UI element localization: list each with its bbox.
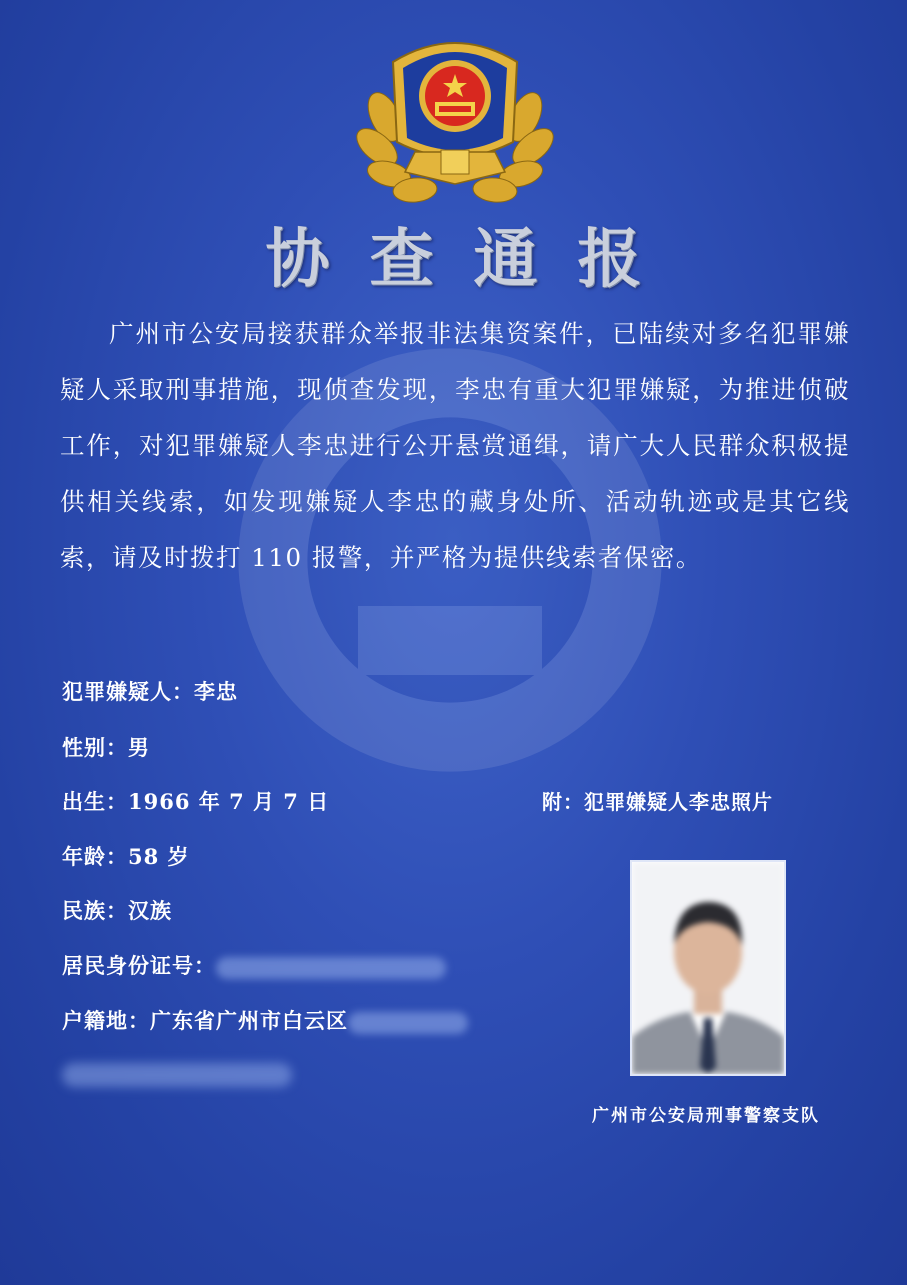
suspect-id-label: 居民身份证号： [62,953,216,978]
redacted-id-number [216,957,446,979]
redacted-address [348,1012,468,1034]
police-badge-icon [355,22,555,207]
suspect-id-row [62,950,446,980]
suspect-hukou-row [62,1005,468,1035]
suspect-gender: 性别：男 [62,735,150,760]
notice-body: 广州市公安局接获群众举报非法集资案件，已陆续对多名犯罪嫌疑人采取刑事措施，现侦查发现，李忠有重大犯罪嫌疑，为推进侦破工作，对犯罪嫌疑人李忠进行公开悬赏通缉，请广大人民群众积极提供相关线索，如发现嫌疑人李忠的藏身处所、活动轨迹或是其它线索，请及时拨打 110 报警，并严格为提供线索者保密。 [60,319,850,572]
suspect-name: 犯罪嫌疑人：李忠 [62,679,238,704]
suspect-ethnicity: 民族：汉族 [62,898,172,923]
suspect-birth: 出生：1966 年 7 月 7 日 [62,789,330,814]
suspect-age: 年龄：58 岁 [62,844,190,869]
issuer-signature: 广州市公安局刑事警察支队 [592,1106,820,1126]
suspect-hukou: 户籍地：广东省广州市白云区 [62,1008,348,1033]
notice-title: 协查通报 [265,222,682,297]
redacted-extra-line [62,1063,292,1087]
photo-caption: 附：犯罪嫌疑人李忠照片 [542,790,773,814]
suspect-photo [630,860,786,1076]
